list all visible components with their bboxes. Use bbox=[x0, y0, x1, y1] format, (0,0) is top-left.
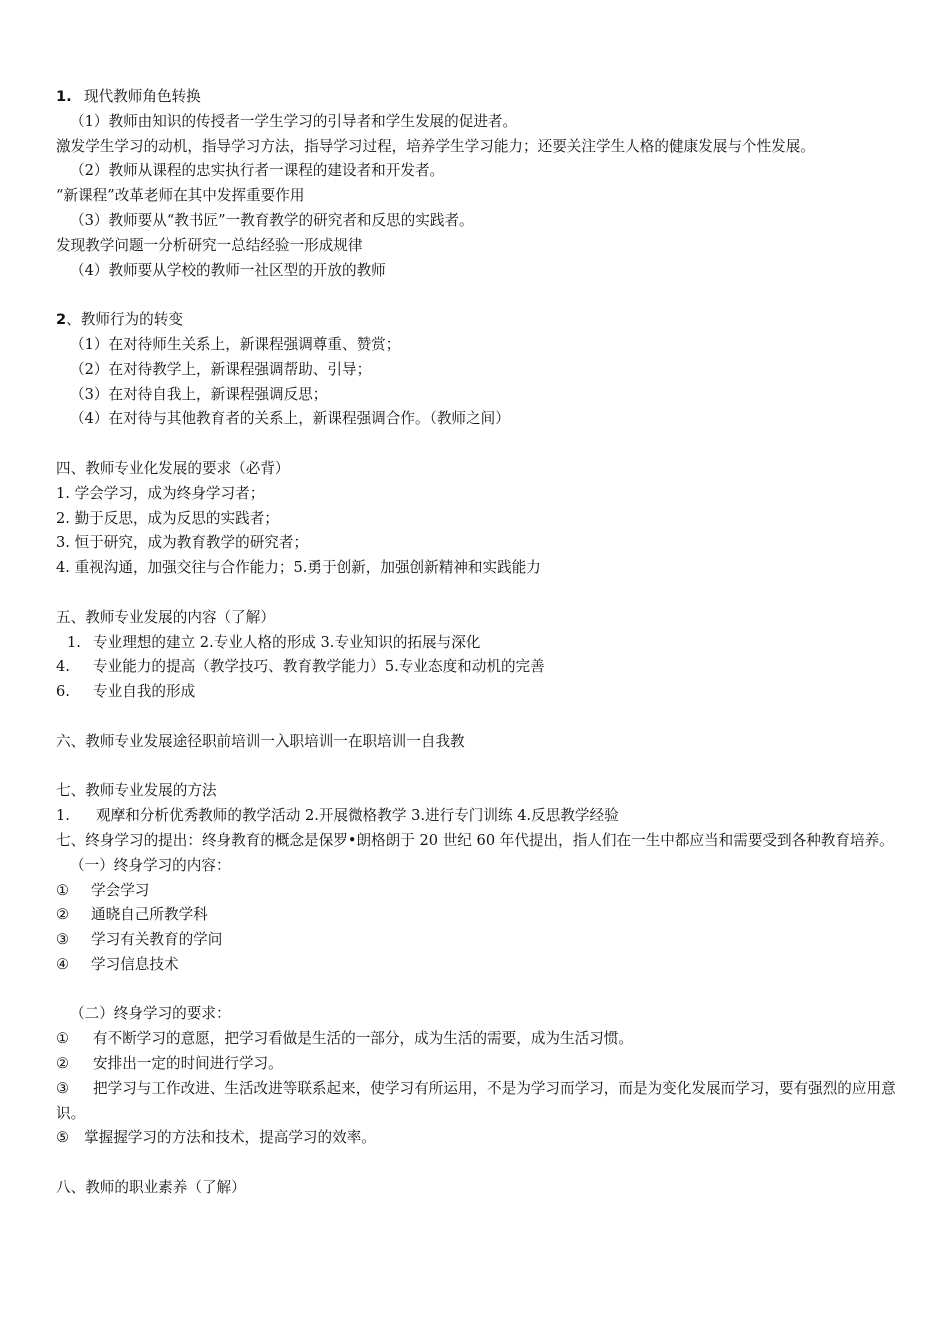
section-1-line-3: （2）教师从课程的忠实执行者一课程的建设者和开发者。 bbox=[70, 162, 445, 180]
section-5-item bbox=[56, 655, 896, 680]
section-1-line-5: （3）教师要从“教书匠”一教育教学的研究者和反思的实践者。 bbox=[70, 211, 474, 229]
section-4-item: 1. 学会学习，成为终身学习者； bbox=[56, 484, 265, 502]
requirement-item-number: ⑤ bbox=[56, 1129, 70, 1147]
spacer bbox=[56, 978, 896, 1003]
lifelong-content-heading: （一）终身学习的内容： bbox=[70, 856, 231, 874]
lifelong-requirement-item bbox=[56, 1052, 896, 1077]
section-1-line-2: 激发学生学习的动机，指导学习方法，指导学习过程，培养学生学习能力；还要关注学生人格的健康发展与个性发展。 bbox=[56, 137, 815, 155]
section-5-item-text: 专业能力的提高（教学技巧、教育教学能力）5.专业态度和动机的完善 bbox=[93, 658, 545, 676]
content-item-text: 通晓自己所教学科 bbox=[91, 906, 208, 924]
content-item-text: 学习有关教育的学问 bbox=[91, 931, 223, 949]
section-7-heading: 七、教师专业发展的方法 bbox=[56, 782, 217, 800]
content-item-text: 学习信息技术 bbox=[91, 955, 179, 973]
lifelong-requirement-item bbox=[56, 1027, 896, 1052]
section-1-heading bbox=[56, 85, 896, 110]
lifelong-content-item bbox=[56, 928, 896, 953]
content-item-number: ④ bbox=[56, 955, 70, 973]
section-4-heading: 四、教师专业化发展的要求（必背） bbox=[56, 459, 290, 477]
section-1-number: 1. bbox=[56, 88, 72, 105]
requirement-item-text: 安排出一定的时间进行学习。 bbox=[93, 1055, 283, 1073]
section-7-item bbox=[56, 804, 896, 829]
spacer bbox=[56, 432, 896, 457]
lifelong-content-item bbox=[56, 903, 896, 928]
section-4-item: 2. 勤于反思，成为反思的实践者； bbox=[56, 509, 279, 527]
spacer bbox=[56, 1151, 896, 1176]
lifelong-requirement-item bbox=[56, 1077, 896, 1127]
section-4-item: 3. 恒于研究，成为教育教学的研究者； bbox=[56, 534, 309, 552]
content-item-text: 学会学习 bbox=[91, 881, 150, 899]
content-item-number: ② bbox=[56, 906, 70, 924]
section-2-number: 2 bbox=[56, 311, 67, 329]
content-item-number: ① bbox=[56, 881, 70, 899]
section-1-title: 现代教师角色转换 bbox=[84, 88, 201, 105]
section-5-item bbox=[56, 631, 896, 656]
section-5-item-number: 4. bbox=[56, 658, 70, 676]
lifelong-learning-intro: 七、终身学习的提出：终身教育的概念是保罗•朗格朗于 20 世纪 60 年代提出，指人们在一生中都应当和需要受到各种教育培养。 bbox=[56, 831, 894, 849]
requirement-item-text: 掌握握学习的方法和技术，提高学习的效率。 bbox=[84, 1129, 376, 1147]
section-2-item: （3）在对待自我上，新课程强调反思； bbox=[70, 385, 328, 403]
section-7-item-text: 观摩和分析优秀教师的教学活动 2.开展微格教学 3.进行专门训练 4.反思教学经验 bbox=[96, 807, 619, 825]
section-5-item bbox=[56, 680, 896, 705]
spacer bbox=[56, 581, 896, 606]
spacer bbox=[56, 705, 896, 730]
spacer bbox=[56, 755, 896, 780]
section-5-heading: 五、教师专业发展的内容（了解） bbox=[56, 608, 275, 626]
requirement-item-number: ② bbox=[56, 1055, 70, 1073]
requirement-item-number: ③ bbox=[56, 1079, 70, 1097]
lifelong-requirements-heading: （二）终身学习的要求： bbox=[70, 1005, 231, 1023]
requirement-item-number: ① bbox=[56, 1030, 70, 1048]
lifelong-content-item bbox=[56, 953, 896, 978]
lifelong-content-item bbox=[56, 879, 896, 904]
section-2-title: 、教师行为的转变 bbox=[66, 311, 183, 329]
section-1-line-1: （1）教师由知识的传授者一学生学习的引导者和学生发展的促进者。 bbox=[70, 112, 518, 130]
spacer bbox=[56, 283, 896, 308]
section-5-item-text: 专业理想的建立 2.专业人格的形成 3.专业知识的拓展与深化 bbox=[93, 633, 481, 651]
document-body bbox=[56, 85, 896, 1201]
section-8-heading: 八、教师的职业素养（了解） bbox=[56, 1179, 246, 1197]
section-2-heading bbox=[56, 308, 896, 333]
section-2-item: （2）在对待教学上，新课程强调帮助、引导； bbox=[70, 360, 372, 378]
section-2-item: （4）在对待与其他教育者的关系上，新课程强调合作。（教师之间） bbox=[70, 410, 510, 428]
section-5-item-number: 1. bbox=[67, 633, 81, 651]
section-1-line-7: （4）教师要从学校的教师一社区型的开放的教师 bbox=[70, 261, 386, 279]
section-7-item-number: 1. bbox=[56, 807, 70, 825]
section-5-item-text: 专业自我的形成 bbox=[93, 683, 196, 701]
requirement-item-text: 有不断学习的意愿，把学习看做是生活的一部分，成为生活的需要，成为生活习惯。 bbox=[93, 1030, 633, 1048]
section-1-line-6: 发现教学问题一分析研究一总结经验一形成规律 bbox=[56, 236, 363, 254]
requirement-item-text: 把学习与工作改进、生活改进等联系起来，使学习有所运用，不是为学习而学习，而是为变化发展而学习，要有强烈的应用意识。 bbox=[56, 1079, 896, 1122]
section-1-line-4: “新课程”改革老师在其中发挥重要作用 bbox=[56, 187, 305, 205]
lifelong-requirement-item bbox=[56, 1126, 896, 1151]
section-5-item-number: 6. bbox=[56, 683, 70, 701]
section-4-item: 4. 重视沟通，加强交往与合作能力；5.勇于创新，加强创新精神和实践能力 bbox=[56, 559, 541, 577]
section-2-item: （1）在对待师生关系上，新课程强调尊重、赞赏； bbox=[70, 335, 401, 353]
content-item-number: ③ bbox=[56, 931, 70, 949]
section-6-heading: 六、教师专业发展途径职前培训一入职培训一在职培训一自我教 bbox=[56, 732, 465, 750]
